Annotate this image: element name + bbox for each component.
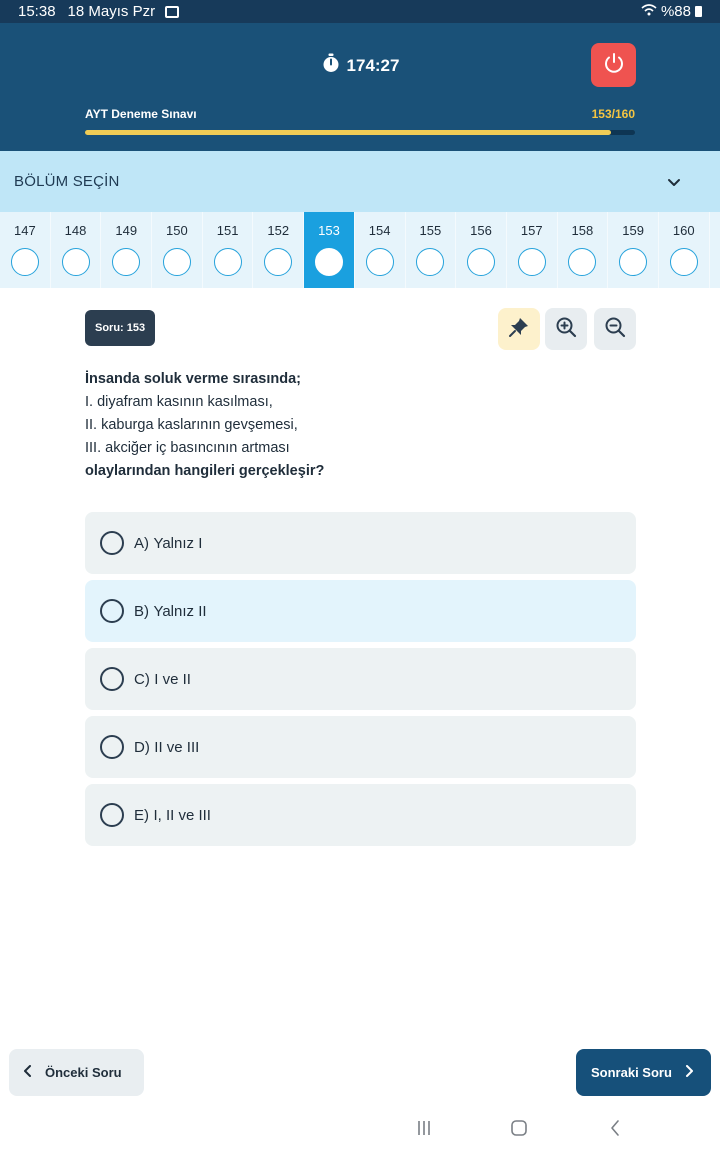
question-nav-number: 153 (318, 223, 340, 238)
next-question-button[interactable] (576, 1049, 711, 1096)
previous-question-label: Önceki Soru (45, 1065, 122, 1080)
system-nav-bar (0, 1104, 720, 1152)
zoom-out-button[interactable] (594, 308, 636, 350)
question-nav-number: 148 (64, 223, 87, 238)
question-nav-item[interactable] (355, 212, 406, 288)
power-icon (602, 51, 626, 80)
question-status-indicator (264, 248, 292, 276)
question-prompt: olaylarından hangileri gerçekleşir? (85, 463, 325, 479)
question-nav-item[interactable] (406, 212, 457, 288)
question-status-indicator (518, 248, 546, 276)
question-status-indicator (366, 248, 394, 276)
exam-progress-bar (85, 130, 635, 135)
stopwatch-icon (321, 53, 341, 78)
radio-icon (100, 531, 124, 555)
chevron-down-icon (666, 174, 682, 190)
gallery-icon (165, 6, 179, 18)
chevron-right-icon (684, 1065, 694, 1080)
previous-question-button[interactable] (9, 1049, 144, 1096)
radio-icon (100, 803, 124, 827)
option-letter: B) (134, 602, 149, 620)
question-status-indicator (315, 248, 343, 276)
question-status-indicator (62, 248, 90, 276)
option-c[interactable] (85, 648, 636, 710)
question-status-indicator (416, 248, 444, 276)
question-nav-number: 155 (419, 223, 442, 238)
option-text: I ve II (154, 670, 191, 688)
question-text (85, 368, 636, 483)
question-nav-item[interactable] (659, 212, 710, 288)
option-letter: A) (134, 534, 149, 552)
question-status-indicator (619, 248, 647, 276)
question-nav-item[interactable] (456, 212, 507, 288)
next-question-label: Sonraki Soru (591, 1065, 672, 1080)
question-statement: II. kaburga kaslarının gevşemesi, (85, 417, 298, 433)
question-nav-item[interactable] (304, 212, 355, 288)
question-status-indicator (11, 248, 39, 276)
option-text: II ve III (154, 738, 200, 756)
zoom-in-icon (555, 316, 577, 343)
exam-progress-fill (85, 130, 611, 135)
chevron-left-icon (23, 1065, 33, 1080)
question-nav-item[interactable] (101, 212, 152, 288)
question-nav-item[interactable] (152, 212, 203, 288)
question-nav-number: 152 (267, 223, 290, 238)
question-nav-item[interactable] (558, 212, 609, 288)
timer-value: 174:27 (346, 55, 400, 75)
question-badge: Soru: 153 (85, 310, 155, 346)
battery-icon (695, 6, 702, 17)
question-nav-number: 154 (368, 223, 391, 238)
question-number-strip (0, 212, 720, 288)
question-nav-number: 157 (520, 223, 543, 238)
home-icon[interactable] (507, 1118, 531, 1138)
back-icon[interactable] (603, 1118, 627, 1138)
option-text: I, II ve III (153, 806, 211, 824)
finish-exam-button[interactable] (591, 43, 636, 87)
exam-title: AYT Deneme Sınavı (85, 107, 197, 121)
radio-icon (100, 599, 124, 623)
question-nav-number: 158 (571, 223, 594, 238)
section-select-label: BÖLÜM SEÇİN (14, 173, 120, 190)
status-time: 15:38 (18, 3, 56, 20)
pin-icon (508, 316, 530, 343)
option-letter: E) (134, 806, 149, 824)
wifi-icon (641, 3, 657, 20)
question-status-indicator (112, 248, 140, 276)
option-letter: C) (134, 670, 150, 688)
question-nav-item[interactable] (203, 212, 254, 288)
status-date: 18 Mayıs Pzr (67, 3, 156, 20)
exam-progress-text: 153/160 (591, 107, 635, 121)
option-a[interactable] (85, 512, 636, 574)
question-nav-item[interactable] (51, 212, 102, 288)
question-nav-item[interactable] (608, 212, 659, 288)
radio-icon (100, 667, 124, 691)
question-status-indicator (568, 248, 596, 276)
radio-icon (100, 735, 124, 759)
question-stem: İnsanda soluk verme sırasında; (85, 371, 301, 387)
question-nav-number: 149 (115, 223, 138, 238)
zoom-in-button[interactable] (545, 308, 587, 350)
zoom-out-icon (604, 316, 626, 343)
question-nav-number: 159 (622, 223, 644, 238)
section-select[interactable] (0, 151, 720, 212)
question-statement: III. akciğer iç basıncının artması (85, 440, 290, 456)
question-nav-item[interactable] (253, 212, 304, 288)
question-status-indicator (163, 248, 191, 276)
option-e[interactable] (85, 784, 636, 846)
recent-apps-icon[interactable] (412, 1118, 436, 1138)
option-b[interactable] (85, 580, 636, 642)
option-text: Yalnız II (153, 602, 207, 620)
question-nav-number: 147 (13, 223, 36, 238)
question-nav-item[interactable] (507, 212, 558, 288)
question-nav-number: 150 (166, 223, 188, 238)
question-nav-number: 160 (672, 223, 695, 238)
question-statement: I. diyafram kasının kasılması, (85, 394, 273, 410)
battery-level: %88 (660, 3, 691, 20)
question-card (85, 288, 636, 848)
pin-button[interactable] (498, 308, 540, 350)
question-status-indicator (214, 248, 242, 276)
status-bar (0, 0, 720, 23)
question-nav-item[interactable] (0, 212, 51, 288)
question-status-indicator (670, 248, 698, 276)
option-text: Yalnız I (153, 534, 203, 552)
option-d[interactable] (85, 716, 636, 778)
question-nav-number: 151 (216, 223, 239, 238)
option-letter: D) (134, 738, 150, 756)
question-status-indicator (467, 248, 495, 276)
exam-header (0, 23, 720, 151)
question-nav-number: 156 (470, 223, 492, 238)
